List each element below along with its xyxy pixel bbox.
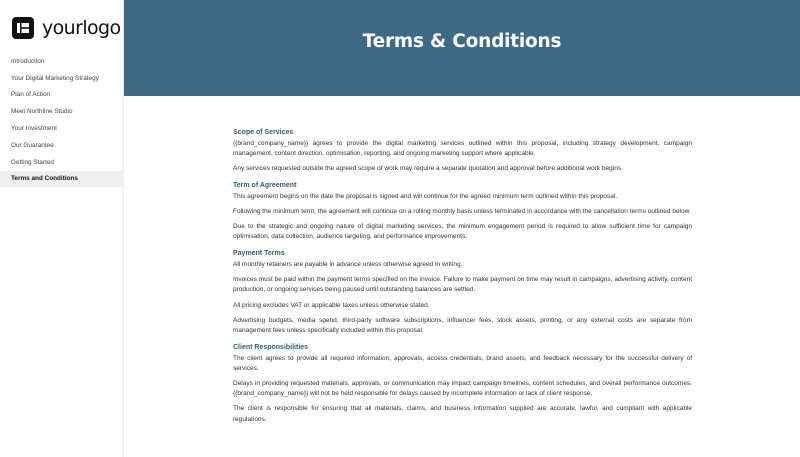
sidebar-item-meet-northline-studio[interactable]: Meet Northline Studio bbox=[11, 108, 73, 116]
paragraph: The client agrees to provide all required information, approvals, access credentials, brand assets, and feedback necessary for the successful delivery of services. bbox=[233, 354, 692, 372]
sidebar-item-your-investment[interactable]: Your Investment bbox=[11, 125, 57, 133]
page-title: Terms & Conditions bbox=[362, 31, 562, 52]
paragraph: All monthly retainers are payable in advance unless otherwise agreed in writing. bbox=[233, 260, 463, 268]
paragraph: Following the minimum term, the agreement will continue on a rolling monthly basis unless terminated in accordance with the cancellation terms outlined below. bbox=[233, 207, 691, 215]
paragraph: Advertising budgets, media spend, third-party software subscriptions, influencer fees, stock assets, printing, or any external costs are separate from management fees unless specifically included within this proposal. bbox=[233, 316, 692, 334]
section-heading-client: Client Responsibilities bbox=[233, 344, 309, 352]
logo-mark-icon bbox=[12, 17, 34, 39]
paragraph: All pricing excludes VAT or applicable taxes unless otherwise stated. bbox=[233, 301, 430, 309]
paragraph: {{brand_company_name}} agrees to provide the digital marketing services outlined within this proposal, including strategy development, campaign management, content direction, optimisation, reporting, and ongoing marketing support where applicable. bbox=[233, 139, 692, 157]
terms-body bbox=[233, 128, 692, 425]
paragraph: Any services requested outside the agreed scope of work may require a separate quotation and approval before additional work begins. bbox=[233, 164, 623, 172]
sidebar-item-introduction[interactable]: Introduction bbox=[11, 57, 45, 65]
logo-text: yourlogo bbox=[42, 17, 121, 39]
logo[interactable] bbox=[12, 17, 121, 39]
paragraph: This agreement begins on the date the proposal is signed and will continue for the agreed minimum term outlined within this proposal. bbox=[233, 192, 618, 200]
sidebar-item-our-guarantee[interactable]: Our Guarantee bbox=[11, 141, 54, 149]
paragraph: Delays in providing requested materials, approvals, or communication may impact campaign timelines, content schedules, and overall performance outcomes. {{brand_company_name}} will not be held responsible for delays caused by incomplete information or lack of client response. bbox=[233, 380, 692, 398]
page-header bbox=[124, 0, 800, 96]
section-heading-scope: Scope of Services bbox=[233, 129, 294, 136]
sidebar-item-getting-started[interactable]: Getting Started bbox=[11, 158, 54, 166]
paragraph: Invoices must be paid within the payment terms specified on the invoice. Failure to make payment on time may result in campaigns, advertising activity, content production, or ongoing services being paused until outstanding balances are settled. bbox=[233, 276, 692, 294]
paragraph: The client is responsible for ensuring that all materials, claims, and business information supplied are accurate, lawful, and compliant with applicable regulations. bbox=[233, 405, 692, 423]
sidebar-item-plan-of-action[interactable]: Plan of Action bbox=[11, 91, 51, 99]
paragraph: Due to the strategic and ongoing nature of digital marketing services, the minimum engagement period is required to allow sufficient time for campaign optimisation, data collection, audience targeting, and performance improvements. bbox=[233, 223, 692, 241]
section-heading-term: Term of Agreement bbox=[233, 182, 297, 190]
sidebar-item-terms-and-conditions[interactable]: Terms and Conditions bbox=[0, 171, 124, 188]
section-heading-payment: Payment Terms bbox=[233, 250, 285, 258]
sidebar bbox=[0, 0, 124, 457]
sidebar-nav bbox=[0, 53, 124, 187]
main-content bbox=[124, 0, 800, 457]
sidebar-item-digital-marketing-strategy[interactable]: Your Digital Marketing Strategy bbox=[11, 74, 99, 82]
